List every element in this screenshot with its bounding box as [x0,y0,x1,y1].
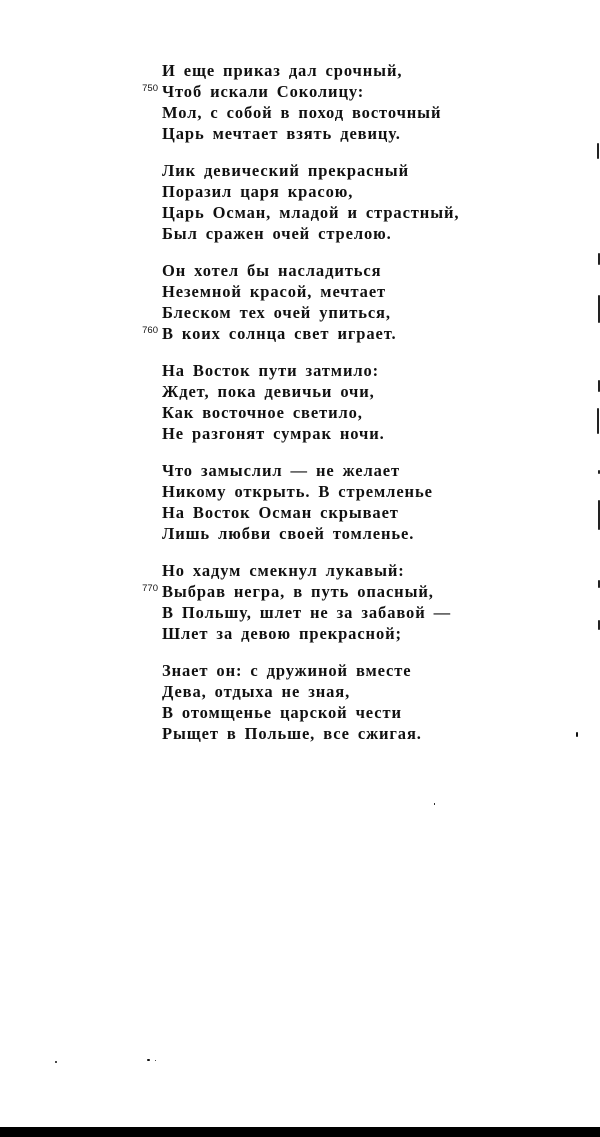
stanza [162,160,522,244]
scan-artifact [55,1061,57,1063]
verse-text: Царь мечтает взять девицу. [162,124,401,143]
verse-text: На Восток Осман скрывает [162,503,399,522]
verse-text: Ждет, пока девичьи очи, [162,382,375,401]
verse-line [162,602,522,623]
line-number: 770 [142,583,158,594]
stanza [142,60,522,144]
verse-line [162,60,522,81]
verse-line [162,402,522,423]
verse-text: Никому открыть. В стремленье [162,482,433,501]
verse-text: В отомщенье царской чести [162,703,402,722]
verse-line [142,81,522,102]
verse-text: Лишь любви своей томленье. [162,524,415,543]
verse-line [162,681,522,702]
line-number: 750 [142,83,158,94]
verse-text: Лик девический прекрасный [162,161,409,180]
verse-text: Но хадум смекнул лукавый: [162,561,405,580]
verse-text: На Восток пути затмило: [162,361,380,380]
verse-text: Блеском тех очей упиться, [162,303,391,322]
scan-artifact [576,732,578,737]
scan-artifact [597,408,599,434]
verse-text: Мол, с собой в поход восточный [162,103,442,122]
verse-line [162,160,522,181]
verse-line [162,460,522,481]
verse-text: Дева, отдыха не зная, [162,682,351,701]
verse-text: В коих солнца свет играет. [162,324,397,343]
verse-line [162,723,522,744]
verse-line [142,581,522,602]
verse-line [162,123,522,144]
verse-text: Как восточное светило, [162,403,363,422]
verse-text: И еще приказ дал срочный, [162,61,403,80]
verse-line [162,102,522,123]
scan-artifact [155,1060,156,1061]
verse-line [142,323,522,344]
verse-text: Рыщет в Польше, все сжигая. [162,724,422,743]
verse-line [162,502,522,523]
verse-text: Что замыслил — не желает [162,461,401,480]
stanza [162,460,522,544]
stanza [162,360,522,444]
scan-artifact [147,1059,150,1061]
line-number: 760 [142,325,158,336]
verse-line [162,202,522,223]
verse-line [162,523,522,544]
verse-text: Знает он: с дружиной вместе [162,661,412,680]
verse-text: Был сражен очей стрелою. [162,224,392,243]
scan-artifact [597,143,599,159]
verse-text: Царь Осман, младой и страстный, [162,203,460,222]
verse-line [162,360,522,381]
verse-text: Он хотел бы насладиться [162,261,382,280]
verse-text: Не разгонят сумрак ночи. [162,424,385,443]
verse-text: Неземной красой, мечтает [162,282,387,301]
verse-line [162,223,522,244]
verse-text: Шлет за девою прекрасной; [162,624,402,643]
verse-line [162,302,522,323]
verse-text: Выбрав негра, в путь опасный, [162,582,434,601]
verse-line [162,702,522,723]
verse-line [162,423,522,444]
verse-line [162,481,522,502]
verse-line [162,381,522,402]
verse-text: В Польшу, шлет не за забавой — [162,603,452,622]
verse-line [162,181,522,202]
scan-artifact [434,803,435,805]
verse-line [162,560,522,581]
stanza [142,260,522,344]
stanza [162,660,522,744]
verse-text: Поразил царя красою, [162,182,354,201]
stanza [142,560,522,644]
scan-border [0,1127,600,1137]
verse-text: Чтоб искали Соколицу: [162,82,365,101]
verse-line [162,623,522,644]
verse-line [162,660,522,681]
verse-line [162,260,522,281]
poem-body [142,60,522,760]
verse-line [162,281,522,302]
